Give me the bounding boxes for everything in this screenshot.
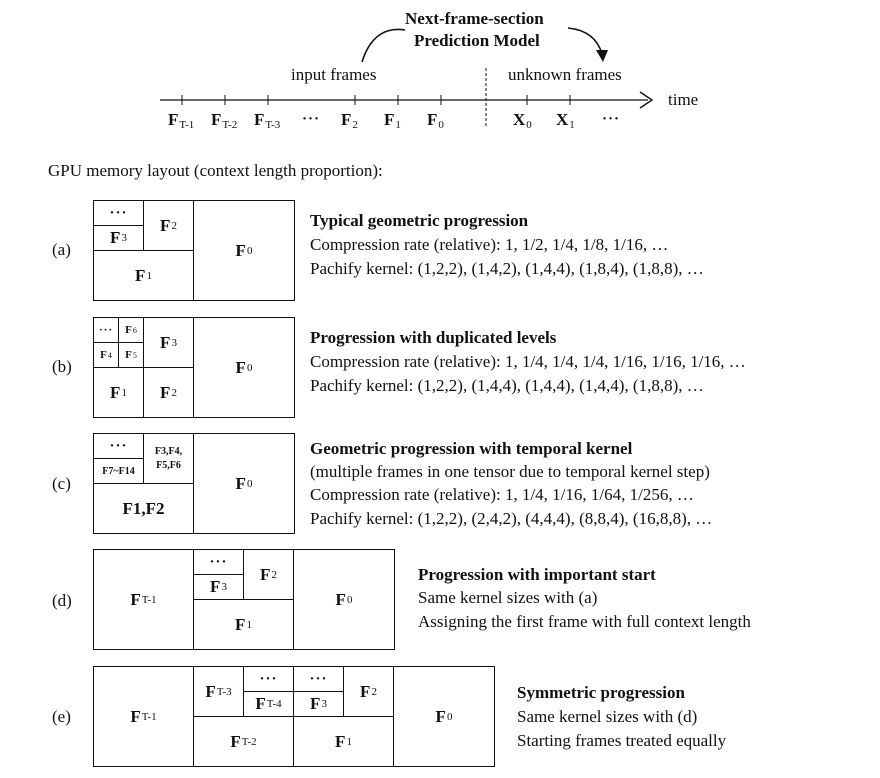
row-line-a-2: Pachify kernel: (1,2,2), (1,4,2), (1,4,4), (1,8,4), (1,8,8), … [310, 259, 704, 278]
unknown-tick-label: $X_0$ [513, 110, 532, 131]
layout-a [93, 200, 295, 301]
model-label-line1: Next-frame-section [405, 9, 544, 28]
cell-f1: F 1 [294, 717, 394, 766]
row-line-e-1: Same kernel sizes with (d) [517, 707, 698, 726]
layout-d [93, 549, 395, 650]
input-tick-label: $F_0$ [427, 110, 444, 131]
input-tick-label: $F_{T-2}$ [211, 110, 238, 131]
row-line-a-1: Compression rate (relative): 1, 1/2, 1/4, 1/8, 1/16, … [310, 235, 669, 254]
model-curve-arrow [362, 29, 405, 62]
unknown-tick-label: $X_1$ [556, 110, 575, 131]
row-label-c: (c) [52, 474, 71, 493]
row-title-d: Progression with important start [418, 565, 656, 584]
row-line-d-1: Same kernel sizes with (a) [418, 588, 598, 607]
row-label-d: (d) [52, 591, 72, 610]
cell-f3: F 3 [144, 318, 194, 368]
row-title-b: Progression with duplicated levels [310, 328, 557, 347]
input-tick-label: $F_1$ [384, 110, 401, 131]
cell-f1: F 1 [94, 368, 144, 417]
row-label-b: (b) [52, 357, 72, 376]
input-tick-label: $F_2$ [341, 110, 358, 131]
cell-dots: ··· [94, 318, 119, 343]
cell-dots: ··· [94, 201, 144, 226]
row-line-c-1: (multiple frames in one tensor due to temporal kernel step) [310, 462, 710, 481]
row-title-c: Geometric progression with temporal kernel [310, 439, 633, 458]
row-line-c-2: Compression rate (relative): 1, 1/4, 1/16, 1/64, 1/256, … [310, 485, 694, 504]
unknown-tick-label: ··· [602, 111, 621, 127]
row-title-e: Symmetric progression [517, 683, 685, 702]
input-tick-label: $F_{T-3}$ [254, 110, 281, 131]
cell-ft3: F T-3 [194, 667, 244, 717]
cell-f0: F 0 [235, 357, 253, 377]
cell-f2: F 2 [144, 368, 194, 417]
cell-f0: F 0 [235, 240, 253, 260]
cell-ft1: F T-1 [94, 667, 194, 766]
unknown-frames-label: unknown frames [508, 65, 622, 84]
cell-f4: F 4 [94, 343, 119, 368]
cell-ft4: F T-4 [244, 692, 294, 717]
cell-f1: F 1 [94, 251, 194, 300]
row-label-e: (e) [52, 707, 71, 726]
cell-ft2: F T-2 [194, 717, 294, 766]
row-line-c-3: Pachify kernel: (1,2,2), (2,4,2), (4,4,4), (8,8,4), (16,8,8), … [310, 509, 713, 528]
cell-f6: F 6 [119, 318, 144, 343]
cell-f3-f6: F3,F4, F5,F6 [144, 434, 194, 484]
cell-f7-f14: F7~F14 [94, 459, 144, 484]
input-tick-label: ··· [302, 111, 321, 127]
cell-f3: F 3 [194, 575, 244, 600]
cell-f5: F 5 [119, 343, 144, 368]
row-line-b-2: Pachify kernel: (1,2,2), (1,4,4), (1,4,4), (1,4,4), (1,8,8), … [310, 376, 704, 395]
cell-ft1: F T-1 [94, 550, 194, 649]
input-tick-label: $F_{T-1}$ [168, 110, 195, 131]
cell-f1-f2: F1,F2 [94, 484, 194, 533]
model-arrowhead [596, 50, 608, 62]
model-label-line2: Prediction Model [414, 31, 540, 50]
row-line-e-2: Starting frames treated equally [517, 731, 727, 750]
row-line-d-2: Assigning the first frame with full context length [418, 612, 751, 631]
input-frames-label: input frames [291, 65, 377, 84]
layout-e [93, 666, 495, 767]
layout-c [93, 433, 295, 534]
cell-f3: F 3 [94, 226, 144, 251]
cell-f1: F 1 [194, 600, 294, 649]
cell-f2: F 2 [344, 667, 394, 717]
cell-dots: ··· [294, 667, 344, 692]
cell-dots: ··· [194, 550, 244, 575]
cell-dots: ··· [94, 434, 144, 459]
cell-f2: F 2 [244, 550, 294, 600]
layout-heading: GPU memory layout (context length proportion): [48, 161, 383, 180]
row-label-a: (a) [52, 240, 71, 259]
cell-f0: F 0 [235, 473, 253, 493]
cell-dots: ··· [244, 667, 294, 692]
cell-f0: F 0 [435, 706, 453, 726]
cell-f2: F 2 [144, 201, 194, 251]
time-label: time [668, 90, 699, 109]
cell-f3: F 3 [294, 692, 344, 717]
cell-f0: F 0 [335, 589, 353, 609]
row-title-a: Typical geometric progression [310, 211, 529, 230]
layout-b [93, 317, 295, 418]
row-line-b-1: Compression rate (relative): 1, 1/4, 1/4, 1/4, 1/16, 1/16, 1/16, … [310, 352, 746, 371]
